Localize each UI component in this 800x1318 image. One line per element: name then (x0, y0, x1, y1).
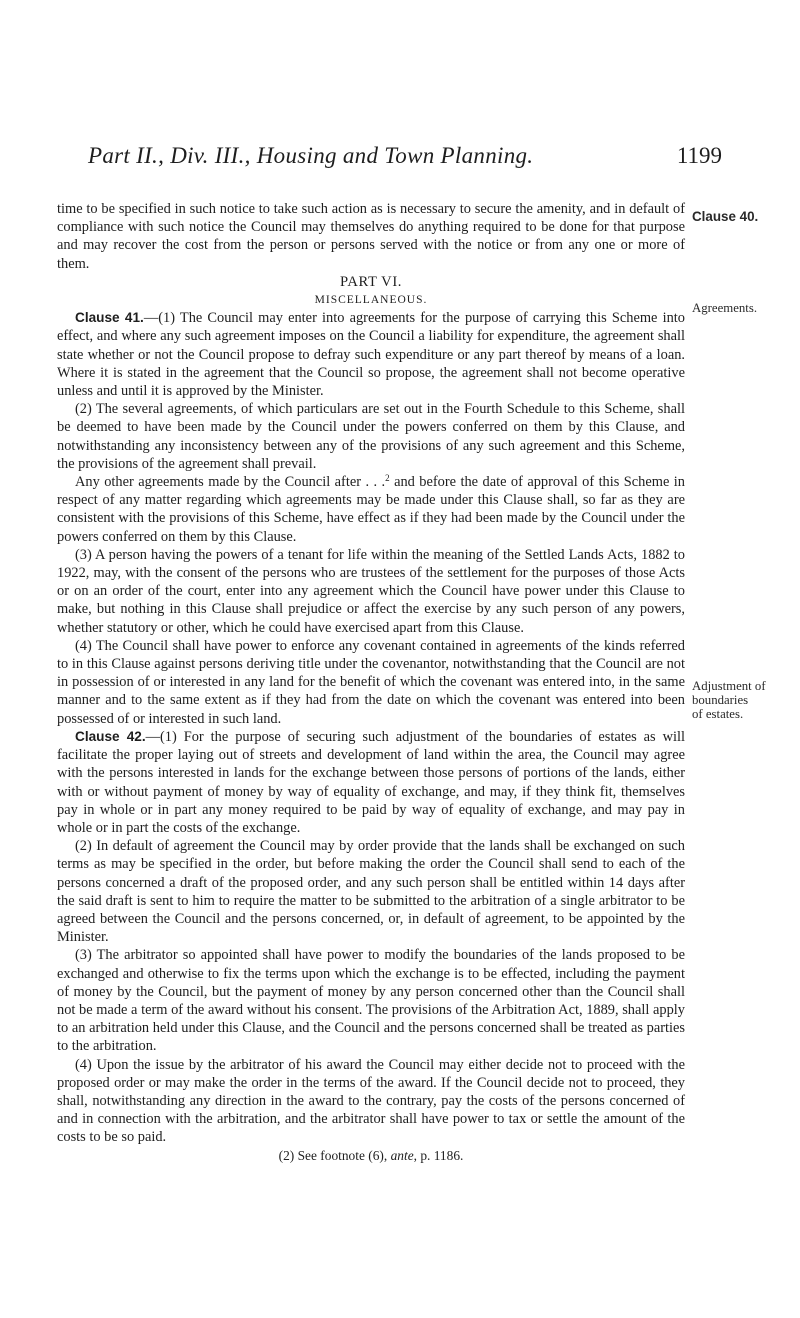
clause-41-text: —(1) The Council may enter into agreements for the purpose of carrying this Scheme into effect, and where any such agreement imposes on the Council a liability for expenditure, the agreement shall state whether or not the Council propose to defray such expenditure or any part thereof by means of a loan. Where it is stated in the agreement that the Council so propose, the agreement shall not become operative unless and until it is approved by the Minister. (57, 310, 685, 400)
page-number: 1199 (676, 143, 722, 168)
footnote-marker: 2 (385, 473, 390, 484)
clause-41-label: Clause 41. (75, 310, 144, 326)
clause-42-paragraph-1 (57, 728, 685, 837)
clause-42-paragraph-3: (3) The arbitrator so appointed shall have power to modify the boundaries of the lands proposed to be exchanged and otherwise to fix the terms upon which the exchange is to be effected, including the payment of money by the Council, but the payment of money by any person concerned other than the Council shall not be made a term of the award without his consent. The provisions of the Arbitration Act, 1889, shall apply to an arbitration held under this Clause, and the Council and the persons concerned shall be treated as parties to the arbitration. (57, 947, 685, 1055)
clause-41-paragraph-5: (4) The Council shall have power to enforce any covenant contained in agreements of the kinds referred to in this Clause against persons deriving title under the covenantor, notwithstanding that the Council are not in possession of or interested in any land for the benefit of which the covenant was entered into, in the same manner and to the same extent as if they had from the date on which the covenant was entered into been possessed of or interested in such land. (57, 637, 685, 727)
clause-42-text: —(1) For the purpose of securing such adjustment of the boundaries of estates as will facilitate the proper laying out of streets and development of land within the area, the Council may agree with the persons interested in lands for the exchange between those persons of portions of the lands, either with or without payment of money by way of equality of exchange, and may, if they think fit, themselves pay in whole or in part any money required to be paid by way of equality of exchange, and may pay in whole or in part the costs of the exchange. (57, 728, 685, 836)
clause-42-paragraph-2: (2) In default of agreement the Council may by order provide that the lands shall be exchanged on such terms as may be specified in the order, but before making the order the Council shall send to each of the persons concerned a draft of the proposed order, and any such person shall be entitled within 14 days after the said draft is sent to him to require the matter to be submitted to the arbitration of a single arbitrator to be agreed between the Council and the persons concerned, or, in default of agreement, to be appointed by the Minister. (57, 838, 685, 946)
margin-note-line: Adjustment of (692, 679, 766, 693)
margin-note-agreements: Agreements. (692, 301, 758, 315)
clause-41-paragraph-2: (2) The several agreements, of which particulars are set out in the Fourth Schedule to this Scheme, shall be deemed to have been made by the Council under the powers conferred on them by this Clause, and notwithstanding any inconsistency between any of the provisions of any such agreement and this Scheme, the provisions of the agreement shall prevail. (57, 401, 685, 472)
clause-41-paragraph-1 (57, 309, 685, 400)
running-header (88, 143, 722, 173)
footnote-italic: ante (390, 1147, 414, 1163)
margin-note-clause-40: Clause 40. (692, 209, 759, 224)
clause-41-text-a: Any other agreements made by the Council after . . . (75, 474, 386, 491)
margin-note-adjustment (692, 679, 766, 721)
clause-42-paragraph-4: (4) Upon the issue by the arbitrator of his award the Council may either decide not to proceed with the proposed order or may make the order in the terms of the award. If the Council decide not to proceed, they shall, notwithstanding any direction in the award to the contrary, pay the costs of the persons concerned of and in connection with the arbitration, and the arbitrator shall have power to tax or settle the amount of the costs to be so paid. (57, 1056, 685, 1146)
margin-note-line: of estates. (692, 707, 744, 721)
paragraph-continuation: time to be specified in such notice to take such action as is necessary to secure the amenity, and in default of compliance with such notice the Council may themselves do anything required to be done for that purpose and may recover the cost from the person or persons served with the notice or from any one or more of them. (57, 201, 685, 272)
clause-42-label: Clause 42. (75, 728, 146, 744)
clause-41-paragraph-4: (3) A person having the powers of a tenant for life within the meaning of the Settled Lands Acts, 1882 to 1922, may, with the consent of the persons who are trustees of the settlement for the purposes of those Acts or on an order of the court, enter into any agreement which the Council have power under this Clause to make, but nothing in this Clause shall prejudice or affect the exercise by any such person of any powers, whether statutory or other, which he could have exercised apart from this Clause. (57, 546, 685, 636)
footnote (57, 1147, 685, 1165)
body-text (57, 200, 685, 1165)
margin-note-line: boundaries (692, 693, 749, 707)
section-subheading: MISCELLANEOUS. (314, 294, 428, 307)
part-heading: PART VI. (339, 273, 403, 290)
running-title: Part II., Div. III., Housing and Town Planning. (88, 143, 534, 168)
clause-41-paragraph-3 (57, 473, 685, 546)
footnote-prefix: (2) See footnote (6), (278, 1147, 391, 1163)
clause-41-text-b: and before the date of approval of this Scheme in respect of any matter regarding which agreements may be made under this Clause shall, so far as they are consistent with the provisions of this Scheme, have effect as if they had been made by the Council under the powers conferred on them by this Clause. (57, 474, 685, 545)
footnote-suffix: , p. 1186. (413, 1147, 464, 1163)
